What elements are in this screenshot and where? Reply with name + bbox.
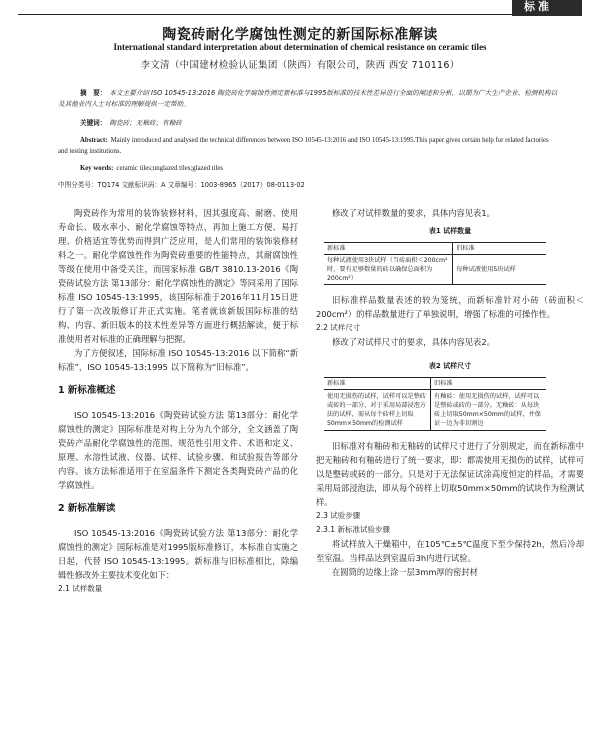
table2-cell-old: 有釉砖：使用无损伤的试样，试样可以是整砖或砖的一部分。无釉砖：从每块砖上切取50mm×50mm的试样，并保证一边为非切割边 [431,390,546,431]
table2-caption: 表2 试样尺寸 [428,362,472,370]
procedure-paragraph: 将试样放入干燥箱中，在105℃±5℃温度下至少保持2h，然后冷却至室温。当样品达到室温后3h内进行试验。 [316,539,584,563]
abstract-cn-label: 摘 要： [80,89,107,97]
left-column [58,206,298,596]
section-2-2-heading: 2.2 试样尺寸 [316,323,361,332]
abstract-cn-text: 本文主要介绍 ISO 10545-13:2016 陶瓷砖化学腐蚀性测定新标准与1995版标准的技术性差异进行全面的阐述和分析，以期为广大生产企业、检测机构以及其他业内人士对标准的理解提供一定帮助。 [58,89,558,108]
table1-cell-new: 每种试液使用3块试样（当砖面积＜200cm²时，要有足够数量的砖以确保总面积为200cm²） [324,255,453,285]
table2 [324,377,546,431]
table2-cell-new: 使用无损伤的试样，试样可以是整砖或砖的一部分，对于采用局部浸泡方法的试样，需从每个砖样上切取50mm×50mm的检测试样 [324,390,431,431]
keywords-cn-text: 陶瓷砖；无釉砖；有釉砖 [109,119,182,127]
section-2-paragraph: ISO 10545-13:2016《陶瓷砖试验方法 第13部分：耐化学腐蚀性的测定》国际标准是对1995版标准修订，本标准自实施之日起，代替 ISO 10545-13:1995。新标准与旧标准相比，除编辑性修改外主要技术变化如下： [58,528,298,580]
table2-header-new: 新标准 [324,378,431,390]
abstract-en-label: Abstract: [80,137,108,144]
title-cn: 陶瓷砖耐化学腐蚀性测定的新国际标准解读 [162,27,438,43]
keywords-cn-label: 关键词： [80,119,107,127]
table1-caption: 表1 试样数量 [428,227,472,235]
table1-cell-old: 每种试液使用5块试样 [453,255,546,285]
abstract-en [58,135,560,157]
section-label: 标准 [512,0,582,16]
table1-discussion: 旧标准样品数量表述的较为笼统，而新标准针对小砖（砖面积＜200cm²）的样品数量进行了单独说明，增强了标准的可操作性。 [316,295,584,319]
header-band [18,0,582,15]
section-2-1-heading: 2.1 试样数量 [58,584,103,593]
intro-paragraph: 陶瓷砖作为常用的装饰装修材料，因其强度高、耐磨、使用寿命长、吸水率小、耐化学腐蚀等特点，再加上施工方便、易打理、价格适宜等优势而得到广泛应用，是人们常用的装饰装修材料之一。耐化学腐蚀性作为陶瓷砖重要的性能特点，其耐腐蚀性等级在使用中备受关注，而国家标准 GB/T 3810.13-2016《陶瓷砖试验方法 第13部分：耐化学腐蚀性的测定》等同采用了国际标准 ISO 10545-13:1995，该国际标准于2016年11月15日进行了第一次改版修订并正式实施。笔者就该新版国际标准的结构、内容、新旧版本的技术性差异等方面进行概括解读，便于标准使用者对标准的正确理解与把握。 [58,208,298,344]
table2-intro: 修改了对试样尺寸的要求，具体内容见表2。 [332,337,495,347]
keywords-en [80,163,560,174]
table1-header-old: 旧标准 [453,243,546,255]
abbrev-paragraph: 为了方便叙述，国际标准 ISO 10545-13:2016 以下简称“新标准”，ISO 10545-13:1995 以下简称为“旧标准”。 [58,348,298,372]
section-1-paragraph: ISO 10545-13:2016《陶瓷砖试验方法 第13部分：耐化学腐蚀性的测定》国际标准是对构上分为九个部分，全文涵盖了陶瓷砖产品耐化学腐蚀性的范围、规范性引用文件、术语和定义、原理、水溶性试液、仪器、试样、试验步骤、和试验报告等部分内容。该方法标准适用于在室温条件下测定各类陶瓷砖产品的化学腐蚀性。 [58,410,298,490]
table1-intro: 修改了对试样数量的要求，具体内容见表1。 [332,208,495,218]
table1-header-new: 新标准 [324,243,453,255]
keywords-en-label: Key words: [80,165,114,172]
classification-line: 中图分类号：TQ174 文献标识码：A 文章编号：1003-8965（2017）08-0113-02 [58,181,305,189]
section-2-3-1-heading: 2.3.1 新标准试验步骤 [316,525,390,534]
authors: 李文清（中国建材检验认证集团（陕西）有限公司，陕西 西安 710116） [140,60,460,71]
section-1-heading: 1 新标准概述 [58,385,116,396]
table2-discussion: 旧标准对有釉砖和无釉砖的试样尺寸进行了分别规定，而在新标准中把无釉砖和有釉砖进行了统一要求，即：都需使用无损伤的试样，试样可以是整砖或砖的一部分。只是对于无法保证试涂高度恒定的样品，才需要采用局部浸泡法，即从每个砖样上切取50mm×50mm的试块作为检测试样。 [316,441,584,507]
table1 [324,242,546,285]
title-en: International standard interpretation about determination of chemical resistance on ceramic tiles [113,42,487,52]
keywords-cn [80,118,560,129]
sealant-paragraph: 在圆筒的边缘上涂一层3mm厚的密封材 [332,567,478,577]
table2-header-old: 旧标准 [431,378,546,390]
section-2-heading: 2 新标准解读 [58,503,116,514]
section-2-3-heading: 2.3 试验步骤 [316,511,361,520]
abstract-cn [58,88,560,110]
right-column [316,206,584,579]
abstract-en-text: Mainly introduced and analysed the technical differences between ISO 10545-13:2016 and ISO 10545-13:1995.This paper gives certain help for related factories and testing institutions. [58,137,549,155]
keywords-en-text: ceramic tiles;unglazed tiles;glazed tiles [116,165,224,172]
